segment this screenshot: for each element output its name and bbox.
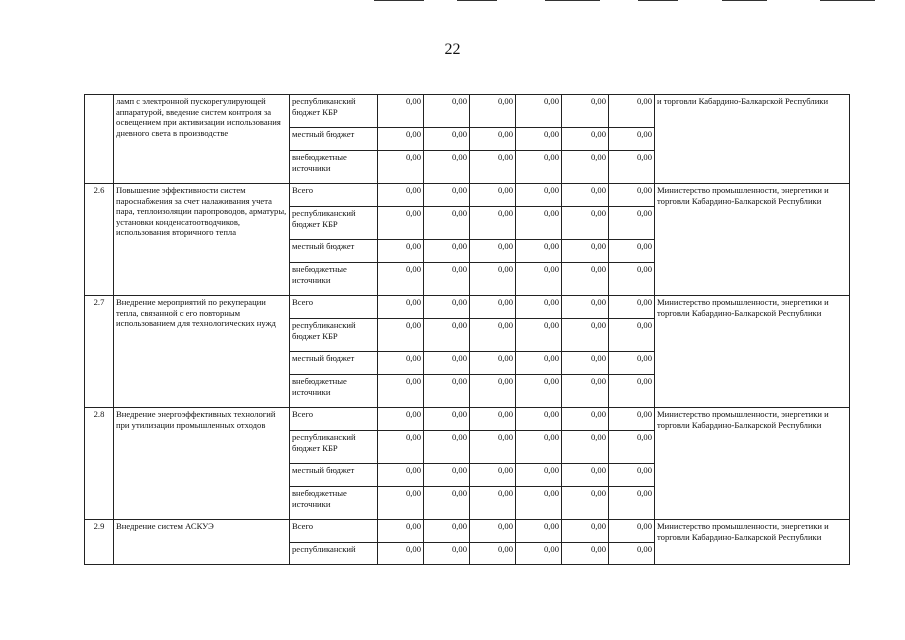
funding-value: 0,00 xyxy=(562,520,609,543)
funding-value: 0,00 xyxy=(378,296,424,319)
funding-value: 0,00 xyxy=(424,296,470,319)
funding-value: 0,00 xyxy=(424,520,470,543)
funding-value: 0,00 xyxy=(470,207,516,240)
funding-value: 0,00 xyxy=(562,263,609,296)
executor: Министерство промышленности, энергетики и торговли Кабардино-Балкарской Республики xyxy=(655,408,850,520)
funding-value: 0,00 xyxy=(516,464,562,487)
measure-number: 2.6 xyxy=(85,184,114,296)
measure-name: Внедрение мероприятий по рекуперации тепла, связанной с его повторным использованием для технологических нужд xyxy=(114,296,290,408)
funding-value: 0,00 xyxy=(378,487,424,520)
funding-value: 0,00 xyxy=(609,408,655,431)
funding-value: 0,00 xyxy=(424,95,470,128)
top-rule-6 xyxy=(820,0,875,1)
top-rule-4 xyxy=(638,0,678,1)
funding-value: 0,00 xyxy=(470,128,516,151)
funding-value: 0,00 xyxy=(378,375,424,408)
executor: Министерство промышленности, энергетики и торговли Кабардино-Балкарской Республики xyxy=(655,520,850,565)
funding-value: 0,00 xyxy=(562,240,609,263)
funding-value: 0,00 xyxy=(516,184,562,207)
funding-value: 0,00 xyxy=(562,151,609,184)
table-row xyxy=(85,408,850,431)
funding-value: 0,00 xyxy=(424,352,470,375)
funding-value: 0,00 xyxy=(562,375,609,408)
funding-value: 0,00 xyxy=(516,487,562,520)
funding-value: 0,00 xyxy=(424,408,470,431)
funding-value: 0,00 xyxy=(609,487,655,520)
top-rule-5 xyxy=(722,0,767,1)
funding-value: 0,00 xyxy=(470,464,516,487)
funding-value: 0,00 xyxy=(470,263,516,296)
funding-value: 0,00 xyxy=(424,151,470,184)
measure-number xyxy=(85,95,114,184)
funding-value: 0,00 xyxy=(516,352,562,375)
funding-source: местный бюджет xyxy=(290,352,378,375)
funding-value: 0,00 xyxy=(609,296,655,319)
measure-name: ламп с электронной пускорегулирующей аппаратурой, введение систем контроля за освещением при активизации использования дневного света в производстве xyxy=(114,95,290,184)
funding-value: 0,00 xyxy=(609,95,655,128)
funding-value: 0,00 xyxy=(562,408,609,431)
funding-value: 0,00 xyxy=(609,352,655,375)
funding-value: 0,00 xyxy=(424,240,470,263)
funding-source: Всего xyxy=(290,296,378,319)
funding-value: 0,00 xyxy=(378,543,424,565)
funding-value: 0,00 xyxy=(470,151,516,184)
funding-value: 0,00 xyxy=(470,431,516,464)
funding-source: внебюджетные источники xyxy=(290,263,378,296)
funding-value: 0,00 xyxy=(609,263,655,296)
funding-source: местный бюджет xyxy=(290,464,378,487)
funding-source: местный бюджет xyxy=(290,128,378,151)
funding-value: 0,00 xyxy=(562,487,609,520)
funding-value: 0,00 xyxy=(609,128,655,151)
funding-value: 0,00 xyxy=(378,319,424,352)
funding-value: 0,00 xyxy=(424,487,470,520)
measure-number: 2.8 xyxy=(85,408,114,520)
table-row xyxy=(85,95,850,128)
executor: Министерство промышленности, энергетики и торговли Кабардино-Балкарской Республики xyxy=(655,184,850,296)
funding-value: 0,00 xyxy=(378,464,424,487)
funding-value: 0,00 xyxy=(516,151,562,184)
top-rule-2 xyxy=(457,0,497,1)
funding-value: 0,00 xyxy=(378,207,424,240)
measure-name: Повышение эффективности систем пароснабжения за счет налаживания учета пара, теплоизоляции паропроводов, арматуры, установки конденсатоотводчиков, использования вторичного тепла xyxy=(114,184,290,296)
funding-value: 0,00 xyxy=(609,464,655,487)
funding-value: 0,00 xyxy=(378,184,424,207)
funding-value: 0,00 xyxy=(378,352,424,375)
funding-value: 0,00 xyxy=(516,296,562,319)
funding-value: 0,00 xyxy=(378,431,424,464)
funding-value: 0,00 xyxy=(424,464,470,487)
funding-value: 0,00 xyxy=(516,263,562,296)
funding-source: внебюджетные источники xyxy=(290,375,378,408)
funding-value: 0,00 xyxy=(609,319,655,352)
funding-value: 0,00 xyxy=(609,543,655,565)
funding-source: местный бюджет xyxy=(290,240,378,263)
page-number: 22 xyxy=(444,41,461,58)
top-rule-1 xyxy=(374,0,424,1)
measure-number: 2.7 xyxy=(85,296,114,408)
funding-source: внебюджетные источники xyxy=(290,151,378,184)
funding-value: 0,00 xyxy=(562,296,609,319)
funding-value: 0,00 xyxy=(470,240,516,263)
funding-value: 0,00 xyxy=(516,128,562,151)
funding-value: 0,00 xyxy=(609,375,655,408)
funding-value: 0,00 xyxy=(470,408,516,431)
funding-value: 0,00 xyxy=(562,352,609,375)
funding-value: 0,00 xyxy=(562,95,609,128)
funding-value: 0,00 xyxy=(609,240,655,263)
funding-value: 0,00 xyxy=(516,207,562,240)
table-row xyxy=(85,296,850,319)
funding-value: 0,00 xyxy=(562,319,609,352)
funding-source: Всего xyxy=(290,520,378,543)
funding-value: 0,00 xyxy=(470,520,516,543)
funding-value: 0,00 xyxy=(609,184,655,207)
funding-value: 0,00 xyxy=(378,128,424,151)
funding-value: 0,00 xyxy=(562,128,609,151)
funding-value: 0,00 xyxy=(378,520,424,543)
funding-value: 0,00 xyxy=(378,240,424,263)
funding-value: 0,00 xyxy=(424,319,470,352)
funding-value: 0,00 xyxy=(516,520,562,543)
funding-source: республиканский бюджет КБР xyxy=(290,95,378,128)
funding-source: Всего xyxy=(290,408,378,431)
table-row xyxy=(85,520,850,543)
funding-value: 0,00 xyxy=(609,520,655,543)
funding-value: 0,00 xyxy=(562,464,609,487)
funding-value: 0,00 xyxy=(378,151,424,184)
funding-value: 0,00 xyxy=(470,184,516,207)
funding-value: 0,00 xyxy=(470,95,516,128)
executor: и торговли Кабардино-Балкарской Республики xyxy=(655,95,850,184)
funding-value: 0,00 xyxy=(424,184,470,207)
funding-value: 0,00 xyxy=(424,375,470,408)
funding-source: республиканский бюджет КБР xyxy=(290,319,378,352)
funding-value: 0,00 xyxy=(470,296,516,319)
funding-value: 0,00 xyxy=(562,431,609,464)
funding-value: 0,00 xyxy=(562,207,609,240)
funding-source: внебюджетные источники xyxy=(290,487,378,520)
funding-value: 0,00 xyxy=(378,408,424,431)
funding-value: 0,00 xyxy=(516,543,562,565)
funding-value: 0,00 xyxy=(424,128,470,151)
funding-value: 0,00 xyxy=(424,207,470,240)
funding-value: 0,00 xyxy=(516,408,562,431)
funding-value: 0,00 xyxy=(609,207,655,240)
funding-value: 0,00 xyxy=(378,263,424,296)
funding-value: 0,00 xyxy=(516,375,562,408)
funding-value: 0,00 xyxy=(562,184,609,207)
funding-value: 0,00 xyxy=(424,263,470,296)
top-rule-3 xyxy=(545,0,600,1)
table-row xyxy=(85,184,850,207)
measure-name: Внедрение систем АСКУЭ xyxy=(114,520,290,565)
funding-source: республиканский бюджет КБР xyxy=(290,207,378,240)
funding-value: 0,00 xyxy=(562,543,609,565)
funding-value: 0,00 xyxy=(470,543,516,565)
funding-value: 0,00 xyxy=(470,487,516,520)
funding-value: 0,00 xyxy=(609,431,655,464)
funding-source: республиканский xyxy=(290,543,378,565)
funding-source: Всего xyxy=(290,184,378,207)
funding-value: 0,00 xyxy=(516,319,562,352)
funding-value: 0,00 xyxy=(424,543,470,565)
executor: Министерство промышленности, энергетики и торговли Кабардино-Балкарской Республики xyxy=(655,296,850,408)
funding-value: 0,00 xyxy=(516,240,562,263)
funding-source: республиканский бюджет КБР xyxy=(290,431,378,464)
funding-value: 0,00 xyxy=(516,431,562,464)
funding-value: 0,00 xyxy=(470,319,516,352)
funding-value: 0,00 xyxy=(609,151,655,184)
measure-name: Внедрение энергоэффективных технологий при утилизации промышленных отходов xyxy=(114,408,290,520)
funding-value: 0,00 xyxy=(470,375,516,408)
funding-value: 0,00 xyxy=(424,431,470,464)
funding-value: 0,00 xyxy=(378,95,424,128)
funding-value: 0,00 xyxy=(516,95,562,128)
program-measures-table xyxy=(84,94,850,565)
funding-value: 0,00 xyxy=(470,352,516,375)
measure-number: 2.9 xyxy=(85,520,114,565)
